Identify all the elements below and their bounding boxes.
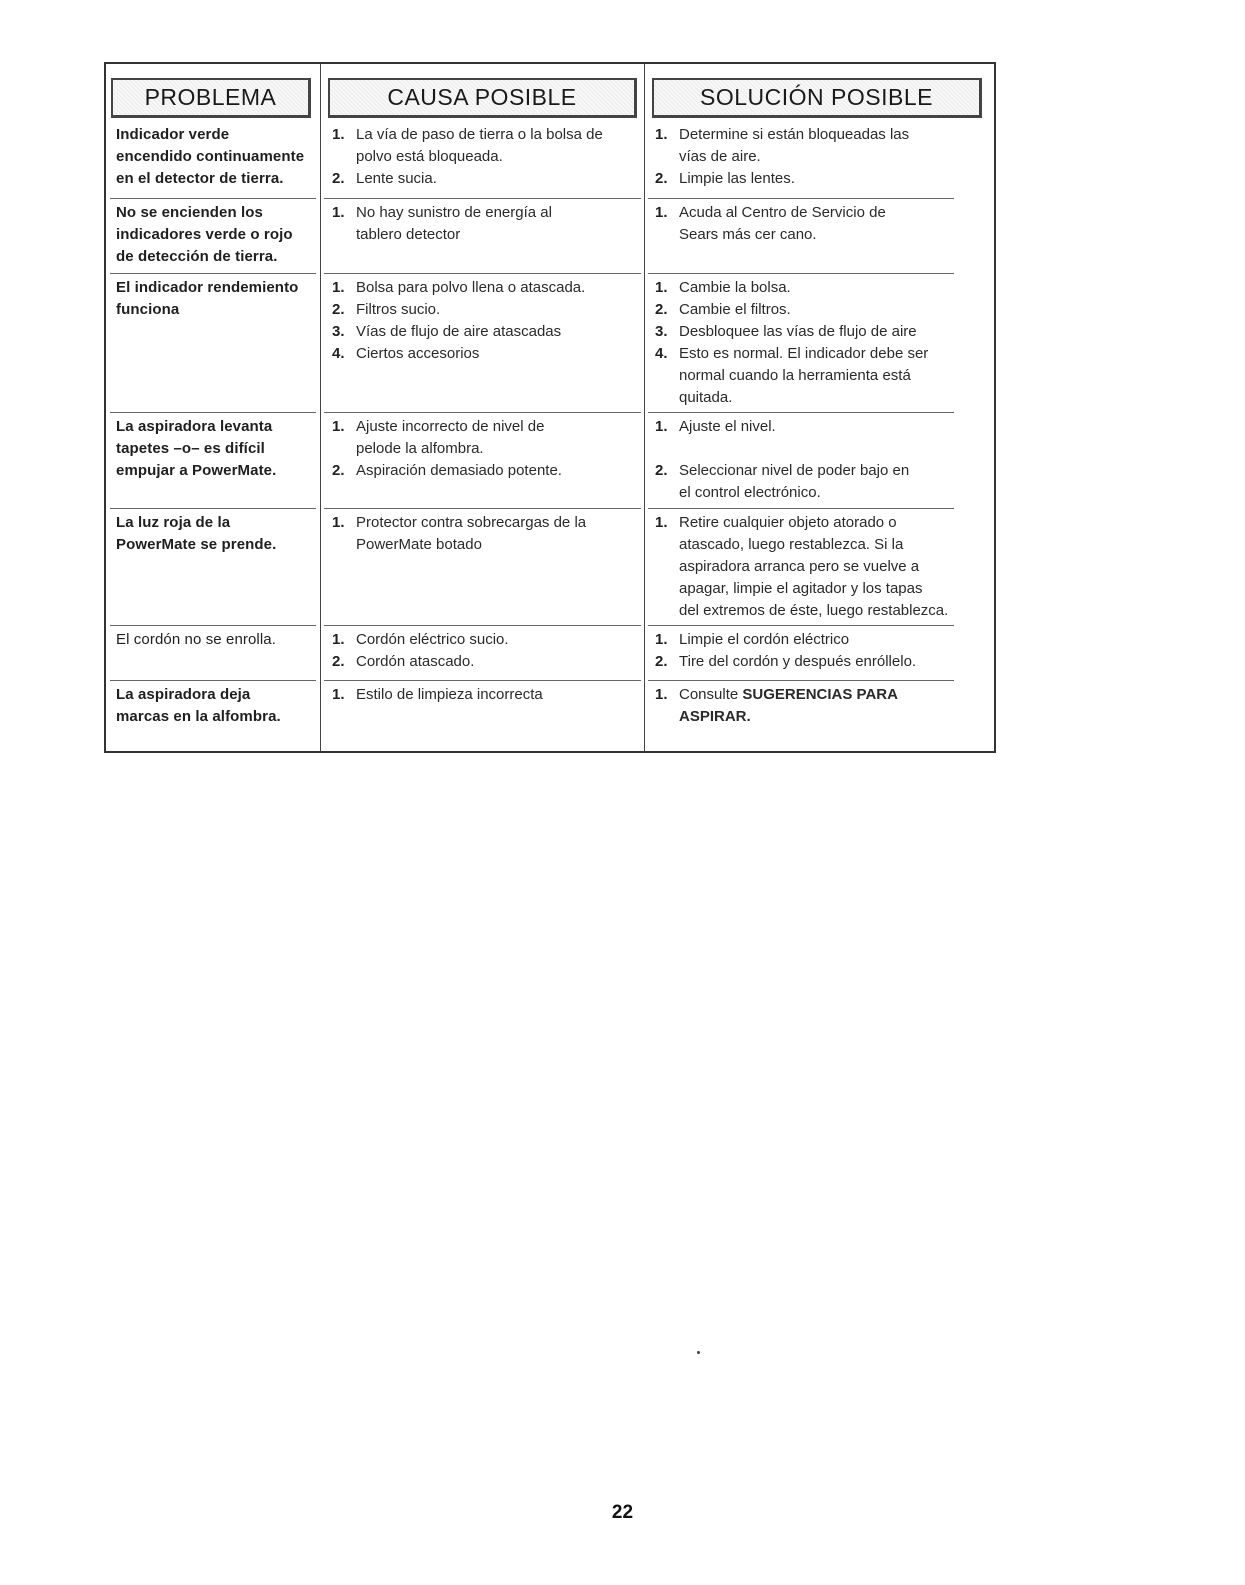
solution-line: Cambie el filtros.: [679, 301, 791, 318]
cause-line: pelode la alfombra.: [356, 440, 484, 457]
problem-cell: [116, 416, 316, 482]
problem-line: indicadores verde o rojo: [116, 226, 293, 243]
cause-cell: [332, 684, 637, 706]
cause-text: [356, 416, 637, 460]
row-separator: [110, 625, 316, 626]
cause-line: polvo está bloqueada.: [356, 148, 503, 165]
cause-text: [356, 168, 637, 190]
cause-line: Filtros sucio.: [356, 301, 441, 318]
item-number: 2.: [332, 462, 345, 479]
solution-line: Determine si están bloqueadas las: [679, 126, 910, 143]
problem-cell: [116, 124, 316, 190]
item-number: 2.: [655, 170, 668, 187]
cause-item: [332, 168, 637, 190]
cause-cell: [332, 629, 637, 673]
solution-item: [655, 124, 990, 168]
item-number: 2.: [655, 462, 668, 479]
problem-line: funciona: [116, 301, 180, 318]
item-number: 2.: [332, 301, 345, 318]
cause-cell: [332, 202, 637, 246]
problem-cell: [116, 202, 316, 268]
row-separator: [324, 412, 641, 413]
solution-item: [655, 460, 990, 504]
item-number: 1.: [332, 279, 345, 296]
cause-text: [356, 629, 637, 651]
problem-line: marcas en la alfombra.: [116, 708, 281, 725]
cause-item: [332, 202, 637, 246]
item-number: 1.: [332, 631, 345, 648]
problem-cell: [116, 629, 316, 651]
row-separator: [648, 508, 954, 509]
solution-item: [655, 321, 990, 343]
solution-item: [655, 416, 990, 460]
item-number: 1.: [332, 686, 345, 703]
item-number: 1.: [655, 204, 668, 221]
solution-line: Limpie las lentes.: [679, 170, 795, 187]
solution-text: [679, 416, 990, 460]
solution-line: normal cuando la herramienta está: [679, 367, 911, 384]
solution-text: [679, 202, 990, 246]
problem-line: PowerMate se prende.: [116, 536, 277, 553]
cause-line: Cordón eléctrico sucio.: [356, 631, 509, 648]
solution-text: [679, 299, 990, 321]
row-separator: [110, 198, 316, 199]
solution-line: Cambie la bolsa.: [679, 279, 791, 296]
item-number: 2.: [655, 653, 668, 670]
solution-text: [679, 277, 990, 299]
cause-item: [332, 460, 637, 482]
solution-text: [679, 629, 990, 651]
solution-line: aspiradora arranca pero se vuelve a: [679, 558, 920, 575]
cause-cell: [332, 124, 637, 190]
solution-text: [679, 343, 990, 409]
cause-text: [356, 460, 637, 482]
solution-line: Desbloquee las vías de flujo de aire: [679, 323, 917, 340]
solution-item: [655, 168, 990, 190]
row-separator: [648, 273, 954, 274]
row-separator: [648, 198, 954, 199]
solution-line: ASPIRAR.: [679, 708, 751, 725]
cause-line: Lente sucia.: [356, 170, 437, 187]
page-number: 22: [611, 1502, 634, 1523]
cause-item: [332, 512, 637, 556]
solution-line: Seleccionar nivel de poder bajo en: [679, 462, 910, 479]
item-number: 1.: [332, 126, 345, 143]
row-separator: [648, 680, 954, 681]
problem-line: El indicador rendemiento: [116, 279, 299, 296]
solution-item: [655, 629, 990, 651]
row-separator: [324, 273, 641, 274]
solution-line: Ajuste el nivel.: [679, 418, 776, 435]
problem-line: La aspiradora levanta: [116, 418, 273, 435]
row-separator: [110, 680, 316, 681]
solution-item: [655, 512, 990, 622]
cause-line: Bolsa para polvo llena o atascada.: [356, 279, 586, 296]
cause-text: [356, 321, 637, 343]
cause-cell: [332, 416, 637, 482]
solution-text: [679, 124, 990, 168]
cause-text: [356, 124, 637, 168]
problem-cell: [116, 684, 316, 728]
solution-text: [679, 168, 990, 190]
solution-text: [679, 460, 990, 504]
header-causa-posible: CAUSA POSIBLE: [328, 78, 637, 118]
solution-item: [655, 277, 990, 299]
cause-line: tablero detector: [356, 226, 461, 243]
solution-item: [655, 684, 990, 728]
row-separator: [324, 508, 641, 509]
cause-item: [332, 124, 637, 168]
cause-line: Cordón atascado.: [356, 653, 475, 670]
cause-line: Aspiración demasiado potente.: [356, 462, 562, 479]
problem-line: Indicador verde: [116, 126, 230, 143]
solution-text: [679, 321, 990, 343]
cause-item: [332, 277, 637, 299]
problem-cell: [116, 277, 316, 321]
cause-line: La vía de paso de tierra o la bolsa de: [356, 126, 603, 143]
item-number: 2.: [332, 653, 345, 670]
problem-line: tapetes –o– es difícil: [116, 440, 265, 457]
solution-cell: [655, 684, 990, 728]
row-separator: [110, 508, 316, 509]
solution-item: [655, 202, 990, 246]
stray-dot: [697, 1351, 700, 1354]
problem-line: de detección de tierra.: [116, 248, 278, 265]
solution-line: Acuda al Centro de Servicio de: [679, 204, 886, 221]
column-divider: [320, 64, 321, 751]
item-number: 3.: [655, 323, 668, 340]
solution-cell: [655, 124, 990, 190]
row-separator: [324, 198, 641, 199]
problem-line: La luz roja de la: [116, 514, 231, 531]
problem-line: empujar a PowerMate.: [116, 462, 277, 479]
solution-line: Esto es normal. El indicador debe ser: [679, 345, 929, 362]
solution-line: del extremos de éste, luego restablezca.: [679, 602, 949, 619]
solution-line: quitada.: [679, 389, 733, 406]
problem-line: La aspiradora deja: [116, 686, 251, 703]
solution-line: [679, 438, 990, 460]
cause-text: [356, 684, 637, 706]
column-divider: [644, 64, 645, 751]
item-number: 1.: [655, 279, 668, 296]
solution-text: [679, 651, 990, 673]
solution-line: vías de aire.: [679, 148, 761, 165]
solution-item: [655, 651, 990, 673]
header-problema: PROBLEMA: [111, 78, 311, 118]
item-number: 4.: [655, 345, 668, 362]
cause-line: Ciertos accesorios: [356, 345, 480, 362]
cause-text: [356, 512, 637, 556]
cause-cell: [332, 277, 637, 365]
solution-line: Tire del cordón y después enróllelo.: [679, 653, 917, 670]
solution-line: atascado, luego restablezca. Si la: [679, 536, 904, 553]
solution-text: [679, 512, 990, 622]
item-number: 1.: [332, 514, 345, 531]
problem-line: El cordón no se enrolla.: [116, 631, 276, 648]
cause-item: [332, 321, 637, 343]
cause-item: [332, 343, 637, 365]
problem-line: encendido continuamente: [116, 148, 305, 165]
solution-cell: [655, 629, 990, 673]
item-number: 1.: [655, 686, 668, 703]
cause-item: [332, 299, 637, 321]
solution-line: Retire cualquier objeto atorado o: [679, 514, 897, 531]
cause-line: Ajuste incorrecto de nivel de: [356, 418, 545, 435]
solution-line: Limpie el cordón eléctrico: [679, 631, 850, 648]
cause-item: [332, 684, 637, 706]
item-number: 1.: [655, 126, 668, 143]
solution-line: Consulte SUGERENCIAS PARA: [679, 686, 898, 703]
solution-line: apagar, limpie el agitador y los tapas: [679, 580, 923, 597]
item-number: 3.: [332, 323, 345, 340]
item-number: 1.: [655, 631, 668, 648]
item-number: 1.: [655, 514, 668, 531]
row-separator: [648, 625, 954, 626]
row-separator: [324, 680, 641, 681]
solution-text: [679, 684, 990, 728]
header-solucion-posible: SOLUCIÓN POSIBLE: [652, 78, 982, 118]
solution-cell: [655, 202, 990, 246]
troubleshooting-table: [104, 62, 996, 753]
cause-line: Protector contra sobrecargas de la: [356, 514, 587, 531]
cause-line: No hay sunistro de energía al: [356, 204, 552, 221]
solution-line: Sears más cer cano.: [679, 226, 817, 243]
cause-text: [356, 299, 637, 321]
cause-line: Vías de flujo de aire atascadas: [356, 323, 562, 340]
item-number: 1.: [655, 418, 668, 435]
row-separator: [324, 625, 641, 626]
solution-item: [655, 343, 990, 409]
item-number: 1.: [332, 204, 345, 221]
row-separator: [110, 412, 316, 413]
item-number: 1.: [332, 418, 345, 435]
problem-line: No se encienden los: [116, 204, 263, 221]
cause-line: Estilo de limpieza incorrecta: [356, 686, 543, 703]
solution-cell: [655, 416, 990, 504]
cause-text: [356, 651, 637, 673]
solution-item: [655, 299, 990, 321]
cause-text: [356, 343, 637, 365]
item-number: 4.: [332, 345, 345, 362]
problem-cell: [116, 512, 316, 556]
cause-line: PowerMate botado: [356, 536, 482, 553]
item-number: 2.: [655, 301, 668, 318]
solution-line: el control electrónico.: [679, 484, 821, 501]
row-separator: [648, 412, 954, 413]
cause-item: [332, 629, 637, 651]
item-number: 2.: [332, 170, 345, 187]
cause-item: [332, 651, 637, 673]
cause-text: [356, 202, 637, 246]
cause-cell: [332, 512, 637, 556]
solution-cell: [655, 277, 990, 409]
row-separator: [110, 273, 316, 274]
solution-cell: [655, 512, 990, 622]
cause-text: [356, 277, 637, 299]
problem-line: en el detector de tierra.: [116, 170, 284, 187]
cause-item: [332, 416, 637, 460]
